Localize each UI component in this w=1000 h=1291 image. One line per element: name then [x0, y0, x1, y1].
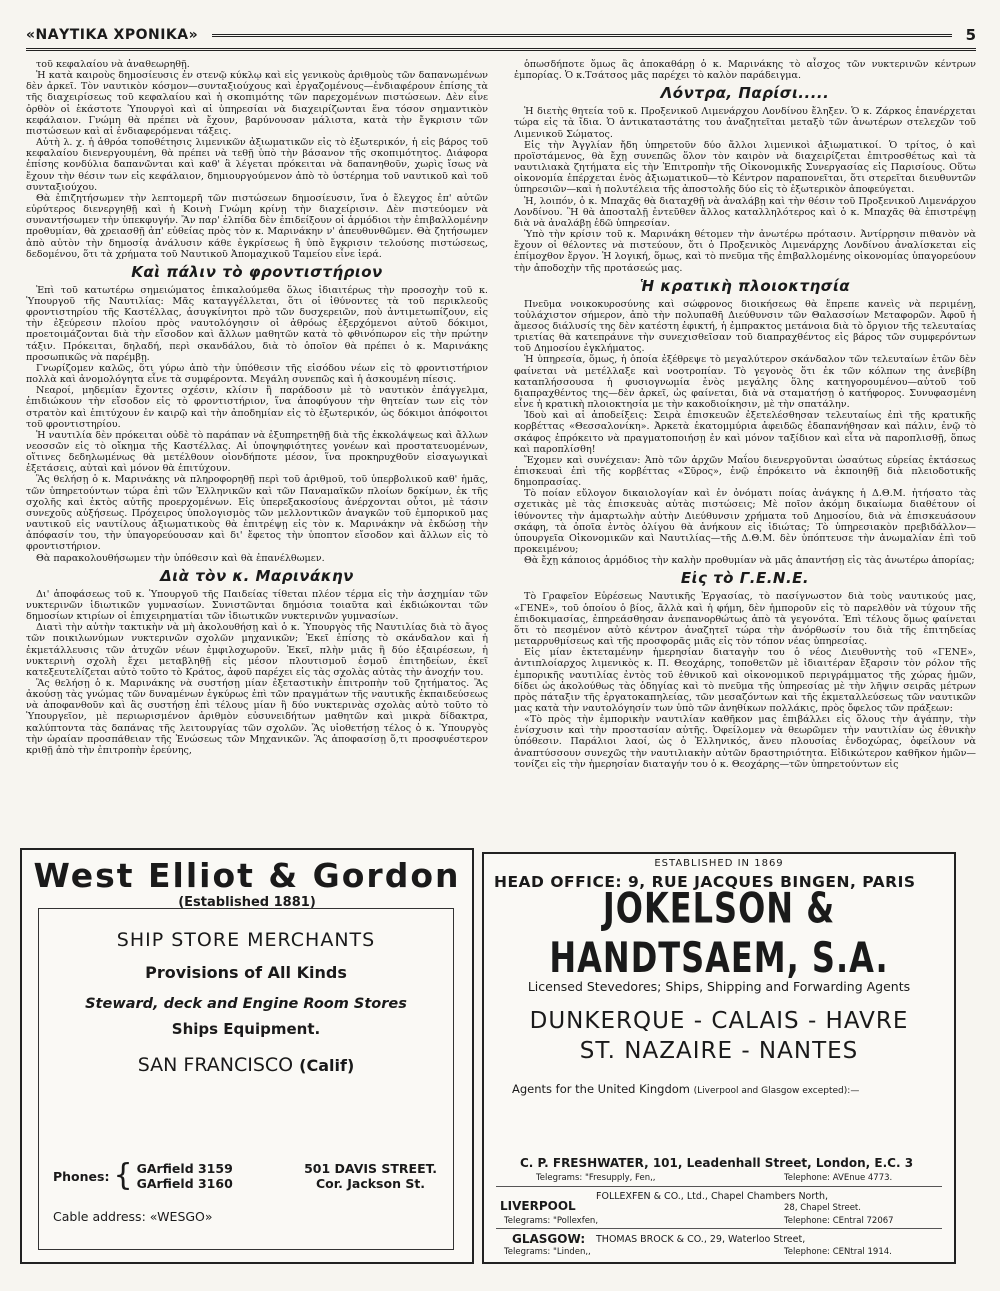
ad-licensed: Licensed Stevedores; Ships, Shipping and Forwarding Agents: [527, 979, 911, 994]
section-heading: Ἡ κρατικὴ πλοιοκτησία: [639, 276, 851, 295]
ad-phones-label: Phones:: [53, 1168, 110, 1184]
ad-address: [304, 1161, 437, 1191]
article-paragraph: «Τὸ πρὸς τὴν ἐμπορικὴν ναυτιλίαν καθῆκον μας ἐπιβάλλει εἰς ὅλους τὴν ἀγάπην, τὴν ἐνίσχυσιν καὶ τὴν προστασίαν αὐτῆς. Ὀφείλομεν νὰ θεωρῶμεν τὴν ναυτιλίαν ὡς ἐθνικὴν ὑπόθεσιν. Παράλιοι λαοί, ὡς ὁ Ἑλληνικός, ἄνευ πλουσίας ἐνδοχώρας, ὀφείλουν νὰ ἀναπτύσσουν συνεχῶς τὴν ναυτιλιακὴν αὐτῶν δραστηριότητα. Εἰδικώτερον καθῆκον ἡμῶν—τονίζει εἰς τὴν ἡμερησίαν διαταγήν του ὁ κ. Θεοχάρης—τῶν ὑπηρετούντων εἰς: [514, 714, 976, 770]
section-heading: Διὰ τὸν κ. Μαρινάκην: [160, 566, 354, 585]
ad-cable: Cable address: «WESGO»: [53, 1209, 213, 1224]
article-paragraph: Ἡ ναυτιλία δὲν πρόκειται οὐδὲ τὸ παράπαν νὰ ἐξυπηρετηθῇ διὰ τῆς ἐκκολάψεως καὶ ἄλλων νεοσσῶν εἰς τὸ οἴκημα τῆς Καστέλλας. Αἱ ὑποψηφιότητες γονέων καὶ προστατευομένων, οἵτινες δεδηλωμένως θὰ μετέλθουν οἱονδήποτε μέσον, ἵνα προκηρυχθοῦν εἰσαγωγικαὶ ἐξετάσεις, αὐταὶ καὶ μόνον θὰ ἐπιτύχουν.: [26, 429, 488, 475]
article-paragraph: Ἰδοὺ καὶ αἱ ἀποδείξεις: Σειρὰ ἐπισκευῶν ἐξετελέσθησαν τελευταίως ἐπὶ τῆς κρατικῆς κορβέττας «Θεσσαλονίκη». Ἀρκετὰ ἑκατομμύρια ἀφειδῶς ἐδαπανήθησαν καὶ πάλιν, ἐνῷ τὸ σκάφος ἐπρόκειτο νὰ πραγματοποιήσῃ ἐν καὶ μόνον ταξίδιον καὶ εἶτα νὰ παροπλισθῇ, ὅπως καὶ παροπλίσθη!: [514, 410, 976, 455]
ad-divider: [496, 1186, 942, 1187]
section-heading: Καὶ πάλιν τὸ φροντιστήριον: [131, 262, 383, 281]
article-paragraph: Ἡ, λοιπόν, ὁ κ. Μπαχᾶς θὰ διαταχθῇ νὰ ἀναλάβῃ καὶ τὴν θέσιν τοῦ Προξενικοῦ Λιμενάρχου Λονδίνου. Ἢ θὰ ἀποσταλῇ ἐντεῦθεν ἄλλος καταλληλότερος καὶ ὁ κ. Μπαχᾶς θὰ ἐπιστρέψῃ διὰ νὰ ἀναλάβῃ ἐδῶ ὑπηρεσίαν.: [514, 195, 976, 229]
article-paragraph: Θὰ παρακολουθήσωμεν τὴν ὑπόθεσιν καὶ θὰ ἐπανέλθωμεν.: [36, 552, 325, 564]
ad-liverpool-agent: FOLLEXFEN & CO., Ltd., Chapel Chambers North,: [596, 1191, 829, 1202]
ad-glasgow-label: GLASGOW:: [512, 1232, 586, 1246]
ad-state: (Calif): [299, 1056, 355, 1075]
ad-london-agent: C. P. FRESHWATER, 101, Leadenhall Street, London, E.C. 3: [520, 1156, 914, 1170]
article-paragraph: Εἰς μίαν ἐκτεταμένην ἡμερησίαν διαταγὴν του ὁ νέος Διευθυντὴς τοῦ «ΓΕΝΕ», ἀντιπλοίαρχος λιμενικὸς κ. Π. Θεοχάρης, τοποθετῶν μὲ ἰδιαιτέραν ἔξαρσιν τὸν ρόλον τῆς ἐμπορικῆς ναυτιλίας ἐντὸς τοῦ ἐθνικοῦ καὶ οἰκονομικοῦ περιγράμματος τῆς χώρας ἡμῶν, δίδει ὡς ἀκολούθως τὰς ὁδηγίας καὶ τὸ πνεῦμα τῆς ὑπηρεσίας μὲ τὴν λῆψιν σειρᾶς μέτρων πρὸς πάταξιν τῆς ἐργατοκαπηλείας, τῶν μεσαζόντων καὶ τῆς ἐκμεταλλεύσεως τῶν ναυτικῶν μας κατὰ τὴν ναυτολόγησίν των ὑπὸ τῶν ἀνηθίκων πολλάκις, πρὸς ὄφελος τῶν πράξεων:: [514, 647, 976, 714]
article-paragraph: Ἂς θελήσῃ ὁ κ. Μαρινάκης νὰ συστήσῃ μίαν ἐξεταστικὴν ἐπιτροπὴν τοῦ ζητήματος. Ἂς ἀκούσῃ τὰς γνώμας τῶν δυναμένων ἐγκύρως ἐπὶ τῶν πραγμάτων τῆς ναυτικῆς ἐκπαιδεύσεως νὰ ἀποφανθοῦν καὶ ἂς συστήσῃ ἐπὶ τέλους μίαν ἢ δύο νυκτερινὰς σχολὰς αὐτὸ τοῦτο τὸ Ὑπουργεῖον, μὲ περιωρισμένον ἀριθμὸν εὐσυνειδήτων μαθητῶν καὶ μικρὰ δίδακτρα, καλύπτοντα τὰς δαπάνας τῆς λειτουργίας τῶν σχολῶν. Ἂς υἱοθετήσῃ τέλος ὁ κ. Ὑπουργὸς τὴν ὡραίαν προσπάθειαν τῆς Ἑνώσεως τῶν Μηχανικῶν. Ἂς ἀποφασίσῃ ὅ,τι προσφυέστερον κριθῇ ἀπὸ τὴν ἐπιτροπὴν ἐρεύνης,: [26, 677, 488, 756]
masthead: [26, 22, 976, 51]
article-paragraph: Ἡ κατὰ καιροὺς δημοσίευσις ἐν στενῷ κύκλῳ καὶ εἰς γενικοὺς ἀριθμοὺς τῶν δαπανωμένων δὲν ἀρκεῖ. Τὸν ναυτικὸν κόσμον—συνταξιούχους καὶ ἐργαζομένους—ἐνδιαφέρουν ἐπίσης τὰ τῆς διαχειρίσεως τοῦ κεφαλαίου καὶ ἡ σκοπιμότης τῶν παρεχομένων πιστώσεων. Δὲν εἶνε ὀρθὸν οἱ ἑκάστοτε Ὑπουργοὶ καὶ αἱ ὑπηρεσίαι νὰ διαχειρίζωνται ἕνα τόσον σημαντικὸν κεφάλαιον. Γνώμη θὰ πρέπει νὰ ἔχουν, βαρύνουσαν μάλιστα, κατὰ τὴν ἔγκρισιν τῶν πιστώσεων καὶ αἱ ἐνδιαφερόμεναι τάξεις.: [26, 70, 488, 137]
ad-city: [39, 1054, 453, 1076]
jokelson-handtsaem-ad: [482, 852, 956, 1264]
ad-london-telegrams: Telegrams: "Fresupply, Fen,,: [536, 1173, 656, 1183]
ad-ports-line-2: ST. NAZAIRE - NANTES: [579, 1038, 859, 1064]
ad-head-office: HEAD OFFICE: 9, RUE JACQUES BINGEN, PARIS: [494, 873, 916, 891]
article-columns: [26, 59, 976, 770]
ad-phone-2: GArfield 3160: [136, 1176, 233, 1191]
ad-street: 501 DAVIS STREET.: [304, 1161, 437, 1176]
ad-phone-list: [137, 1161, 233, 1191]
ad-stores: Steward, deck and Engine Room Stores: [85, 996, 407, 1012]
ad-merchants: SHIP STORE MERCHANTS: [116, 929, 376, 951]
brace-icon: {: [113, 1158, 133, 1193]
article-paragraph: Θὰ ἔχῃ κάποιος ἁρμόδιος τὴν καλὴν προθυμίαν νὰ μᾶς ἀπαντήσῃ εἰς τὰς ἀνωτέρω ἀπορίας;: [524, 555, 975, 567]
ad-glasgow-agent: THOMAS BROCK & CO., 29, Waterloo Street,: [596, 1234, 806, 1245]
ad-agents-label: Agents for the United Kingdom: [512, 1082, 690, 1096]
ad-equipment: Ships Equipment.: [171, 1020, 321, 1038]
ad-liverpool-telephone: Telephone: CEntral 72067: [784, 1216, 894, 1226]
ad-london-telephone: Telephone: AVEnue 4773.: [784, 1173, 893, 1183]
newspaper-page: [26, 22, 976, 770]
ad-company-name: West Elliot & Gordon: [33, 856, 461, 895]
ad-agents-note: (Liverpool and Glasgow excepted):—: [693, 1086, 860, 1096]
right-column: [514, 59, 976, 770]
ad-inner-box: [38, 908, 454, 1250]
article-paragraph: Τὸ Γραφεῖον Εὑρέσεως Ναυτικῆς Ἐργασίας, τὸ πασίγνωστον διὰ τοὺς ναυτικούς μας, «ΓΕΝΕ», τοῦ ὁποίου ὁ βίος, ἄλλὰ καὶ ἡ φήμη, δὲν ἡμποροῦν εἰς τὸ παρελθὸν νὰ τύχουν τῆς ἐπιδοκιμασίας, ἐπηρεάσθησαν ἀνεπανορθώτως ἀπὸ τὰ γεγονότα. Ἐπὶ τέλους ὅμως φαίνεται ὅτι τὸ πεσμένον αὐτὸ κέντρον ἀναζητεῖ τώρα τὴν ἀνόρθωσίν του διὰ τῆς ἐπιτηδείας μεταρρυθμίσεως καὶ τῆς προσφορᾶς μιᾶς εἰς τὸν τόπον νέας ὑπηρεσίας.: [514, 591, 976, 648]
ad-agents-heading: [512, 1082, 954, 1096]
article-paragraph: τοῦ κεφαλαίου νὰ ἀναθεωρηθῇ.: [36, 59, 190, 70]
article-paragraph: Δι' ἀποφάσεως τοῦ κ. Ὑπουργοῦ τῆς Παιδείας τίθεται πλέον τέρμα εἰς τὴν ἀσχημίαν τῶν νυκτερινῶν ἰδιωτικῶν γυμνασίων. Συνιστῶνται δημόσια τοιαῦτα καὶ ἐκδιώκονται τῶν δημοσίων κτιρίων οἱ ἐπιχειρηματίαι τῶν ἰδιωτικῶν νυκτερινῶν γυμνασίων.: [26, 588, 488, 623]
article-paragraph: Ἐπὶ τοῦ κατωτέρω σημειώματος ἐπικαλούμεθα ὅλως ἰδιαιτέρως τὴν προσοχὴν τοῦ κ. Ὑπουργοῦ τῆς Ναυτιλίας: Μᾶς καταγγέλλεται, ὅτι οἱ ἰθύνοντες τὰ τοῦ περικλεοῦς φροντιστηρίου τῆς Καστέλλας, ἀσυγκίνητοι πρὸ τῶν δυσχερειῶν, ποὺ ἀντιμετωπίζουν, εἰς τὴν ἐξεύρεσιν πλοίου πρὸς ναυτολόγησιν οἱ ἀθρόως ἐξερχόμενοι αὐτοῦ δόκιμοι, προετοιμάζονται διὰ τὴν εἴσοδον καὶ ἄλλων μαθητῶν κατὰ τὸ φθινόπωρον εἰς τὴν πρώτην τάξιν. Πρόκειται, δηλαδή, περὶ σκανδάλου, διὰ τὸ ὁποῖον θὰ πρέπει ὁ κ. Μαρινάκης προσωπικῶς νὰ παρέμβῃ.: [26, 284, 488, 363]
article-paragraph: Ὑπὸ τὴν κρίσιν τοῦ κ. Μαρινάκη θέτομεν τὴν ἀνωτέρω πρότασιν. Ἀντίρρησιν πιθανὸν νὰ ἔχουν οἱ θέλοντες νὰ πιστεύουν, ὅτι ὁ Προξενικὸς Λιμενάρχης Λονδίνου ἀναλίσκεται εἰς ἐπίμοχθον ἔργον. Ἡ λογική, ὅμως, καὶ τὸ πνεῦμα τῆς ἐπιβαλλομένης οἰκονομίας ὑπαγορεύουν τὴν ἀποδοχὴν τῆς προτάσεώς μας.: [514, 229, 976, 274]
article-paragraph: Αὐτὴ λ. χ. ἡ ἀθρόα τοποθέτησις λιμενικῶν ἀξιωματικῶν εἰς τὸ ἐξωτερικόν, ἡ εἰς βάρος τοῦ κεφαλαίου διενεργουμένη, θὰ πρέπει νὰ τεθῇ ὑπὸ τὴν βάσανον τῆς σκοπιμότητος. Διάφορα ἐπίσης κονδύλια δαπανῶνται καὶ καθ' ἃ λέγεται πρόκειται νὰ δαπανηθοῦν, χωρὶς ἴσως νὰ ἔχουν τὴν θέσιν των εἰς κεφάλαιον, δημιουργούμενον ἀπὸ τὸ ὑστέρημα τοῦ ναυτικοῦ καὶ τοῦ συνταξιούχου.: [26, 137, 488, 193]
ad-glasgow-telegrams: Telegrams: "Linden,,: [504, 1247, 591, 1257]
article-paragraph: Πνεῦμα νοικοκυροσύνης καὶ σώφρονος διοικήσεως θὰ ἔπρεπε κανεὶς νὰ περιμένῃ, τοὐλάχιστον σήμερον, ἀπὸ τὴν πολυπαθῆ Διεύθυνσιν τῶν Θαλασσίων Μεταφορῶν. Ἀφοῦ ἡ ἄμεσος διάλυσίς της δὲν κατέστη ἐφικτή, ἡ ἐμπρακτος μετάνοια διὰ τὸ ὄργιον τῆς τελευταίας τριετίας θὰ κατεπράυνε τὴν συνεχισθεῖσαν τοῦ διαπραχθέντος εἰς βάρος τῶν συμφερόντων τοῦ Δημοσίου ἐγκλήματος.: [514, 298, 976, 355]
left-column: [26, 59, 488, 770]
ad-city-name: SAN FRANCISCO: [137, 1054, 294, 1076]
ad-liverpool-telegrams: Telegrams: "Pollexfen,: [504, 1216, 599, 1226]
ad-ports-line-1: DUNKERQUE - CALAIS - HAVRE: [529, 1008, 909, 1034]
article-paragraph: Νεαροί, μηδεμίαν ἔχοντες σχέσιν, κλίσιν ἢ παράδοσιν μὲ τὸ ναυτικὸν ἐπάγγελμα, ἐπιδιώκουν τὴν εἴσοδον εἰς τὸ φροντιστήριον, ἵνα ἀποφύγουν τὴν θητείαν των εἰς τὸν στρατὸν καὶ ἐπιτύχουν ἐν καιρῷ καὶ τὴν ἀποδημίαν εἰς τὸ ἐξωτερικόν, ὡς δόκιμοι ἀπόφοιτοι τοῦ φροντιστηρίου.: [26, 385, 488, 430]
ad-phone-1: GArfield 3159: [136, 1161, 233, 1176]
newspaper-title: «ΝΑΥΤΙΚΑ ΧΡΟΝΙΚΑ»: [26, 27, 199, 43]
ad-phones: [53, 1158, 233, 1193]
section-heading: Λόντρα, Παρίσι.....: [660, 84, 830, 103]
ad-established: (Established 1881): [178, 895, 316, 910]
article-paragraph: Ἔχομεν καὶ συνέχειαν: Ἀπὸ τῶν ἀρχῶν Μαΐου διενεργοῦνται ὡσαύτως εὐρείας ἐκτάσεως ἐπισκευαὶ ἐπὶ τῆς κορβέττας «Σῦρος», ἐνῷ ἐπρόκειτο νὰ ἐκποιηθῇ διὰ πλειοδοτικῆς δημοπρασίας.: [514, 454, 976, 489]
ad-glasgow-telephone: Telephone: CENtral 1914.: [784, 1247, 892, 1257]
article-paragraph: Ἡ διετὴς θητεία τοῦ κ. Προξενικοῦ Λιμενάρχου Λονδίνου ἔληξεν. Ὁ κ. Ζάρκος ἐπανέρχεται τώρα εἰς τὰ ἴδια. Ὁ ἀντικαταστάτης του ἀναζητεῖται μεταξὺ τῶν ἀνωτέρων στελεχῶν τοῦ Λιμενικοῦ Σώματος.: [514, 106, 976, 140]
ad-liverpool-address: 28, Chapel Street.: [784, 1203, 861, 1213]
masthead-rule: [212, 34, 951, 37]
article-paragraph: Τὸ ποίαν εὔλογον δικαιολογίαν καὶ ἐν ὀνόματι ποίας ἀνάγκης ἡ Δ.Θ.Μ. ἠτήσατο τὰς σχετικὰς μὲ τὰς ἐπισκευὰς αὐτὰς πιστώσεις; Μὲ ποῖον ἀκόμη δικαίωμα διαθέτουν οἱ ἰθύνοντες τὴν ἀμαρτωλὴν αὐτὴν Διεύθυνσιν χρήματα τοῦ Δημοσίου, διὰ νὰ ἐπισκευάσουν σκάφη, τὰ ὁποῖα ἐντὸς ὀλίγου θὰ ἀνήκουν εἰς ἰδιώτας; Τὸ ὑπηρεσιακὸν πρεβιδάλλον—ὑπουργεῖα Οἰκονομικῶν καὶ Ναυτιλίας—τῆς Δ.Θ.Μ. δὲν ὑπόπτευσε τὴν ἀνωμαλίαν ἐπὶ τοῦ προκειμένου;: [514, 488, 976, 556]
page-number: 5: [965, 26, 976, 44]
article-paragraph: Ἂς θελήσῃ ὁ κ. Μαρινάκης νὰ πληροφορηθῇ περὶ τοῦ ἀριθμοῦ, τοῦ ὑπερβολικοῦ καθ' ἡμᾶς, τῶν ὑπηρετούντων τώρα ἐπὶ τῶν Ἑλληνικῶν καὶ τῶν Παναμαϊκῶν πλοίων δοκίμων, ἐκ τῆς σχολῆς καὶ ἐκτὸς αὐτῆς προερχομένων. Εἰς ὑπερεξακοσίους ἀνέρχονται οὗτοι, μὲ τάσιν συνεχοῦς αὐξήσεως. Πρόχειρος ὑπολογισμὸς τῶν μελλοντικῶν ἀναγκῶν τοῦ ἐμπορικοῦ μας ναυτικοῦ εἰς ναυτίλους ἀξιωματικοὺς θὰ ἐπιτρέψῃ εἰς τὸν κ. Μαρινάκην νὰ ἐκδώσῃ τὴν ἀπόφασίν του, τὴν ὑπαγορεύουσαν καὶ δι' ἔφετος τὴν ὑποπτον εἴσοδον καὶ ἄλλων εἰς τὸ φροντιστήριον.: [26, 474, 488, 553]
article-paragraph: Ἡ ὑπηρεσία, ὅμως, ἡ ὁποία ἐξέθρεψε τὸ μεγαλύτερον σκάνδαλον τῶν τελευταίων ἐτῶν δὲν φαίνεται νὰ μετέλλαξε καὶ νοοτροπίαν. Τὸ γεγονὸς ὅτι ἐκ τῶν κόλπων της ἀνεβίβη καταπλήσσουσα ἡ φυσιογνωμία ἑνὸς μεγάλης ὅλης κατηγορουμένου—αὐτοῦ τοῦ διαπραχθέντος της—δὲν ἀρκεῖ, ὡς φαίνεται, διὰ νὰ σταματήσῃ ὁ κατήφορος. Συνυφασμένη εἶνε ἡ κρατικὴ πλοιοκτησία με τὴν κακοδιοίκησιν, μὲ τὴν σπατάλην.: [514, 354, 976, 411]
article-paragraph: Γνωρίζομεν καλῶς, ὅτι γύρω ἀπὸ τὴν ὑπόθεσιν τῆς εἰσόδου νέων εἰς τὸ φροντιστήριον πολλὰ καὶ ἀνομολόγητα εἶνε τὰ συμφέροντα. Μεγάλη συνεπῶς καὶ ἡ ἀσκουμένη πίεσις.: [26, 362, 488, 386]
ad-divider: [496, 1228, 942, 1229]
ad-corner: Cor. Jackson St.: [316, 1176, 426, 1191]
article-paragraph: ὁπωσδήποτε ὅμως ἂς ἀποκαθάρῃ ὁ κ. Μαρινάκης τὸ αἶσχος τῶν νυκτερινῶν κέντρων ἐμπορίας. Ὁ κ.Τσάτσος μᾶς παρέχει τὸ καλὸν παράδειγμα.: [514, 59, 976, 82]
ad-established: ESTABLISHED IN 1869: [654, 858, 784, 869]
ad-provisions: Provisions of All Kinds: [145, 963, 347, 982]
west-elliot-gordon-ad: [20, 848, 474, 1264]
article-paragraph: Εἰς τὴν Ἀγγλίαν ἤδη ὑπηρετοῦν δύο ἄλλοι λιμενικοὶ ἀξιωματικοί. Ὁ τρίτος, ὁ καὶ προϊστάμενος, θὰ ἔχῃ συνεπῶς ὅλον τὸν καιρὸν νὰ διαχειρίζεται ἐπιτροσθέτως καὶ τὰ ναυτιλιακὰ ζητήματα εἰς τὴν Ἐπιτροπὴν τῆς Οἰκονομικῆς Συνεργασίας εἰς Παρισίους. Οὕτω οἰκονομία ἐπέρχεται ἑνὸς ἀξιωματικοῦ—τὸ Κέντρον παραπονεῖται, ὅτι στερεῖται διευθυντῶν ὑπηρεσιῶν—καὶ ἡ πολυτέλεια τῆς ἀποστολῆς δύο εἰς τὸ ἐξωτερικὸν ἀποφεύγεται.: [514, 139, 976, 196]
section-heading: Εἰς τὸ Γ.Ε.Ν.Ε.: [680, 569, 810, 588]
article-paragraph: Θὰ ἐπιζητήσωμεν τὴν λεπτομερῆ τῶν πιστώσεων δημοσίευσιν, ἵνα ὁ ἔλεγχος ἐπ' αὐτῶν εὐρύτερος διενεργηθῇ καὶ ἡ Κοινὴ Γνώμη κρίνῃ τὴν διαχείρισιν. Δὲν πιστεύομεν νὰ συναντήσωμεν τὴν ὑπεκφυγήν. Ἂν παρ' ἐλπίδα δὲν ἐπιδείξουν οἱ ἁρμόδιοι τὴν ἐπιβαλλομένην προθυμίαν, θὰ χρειασθῇ ἀπ' εὐθείας πρὸς τὸν κ. Μαρινάκην ν' ἀπευθυνθῶμεν. Θὰ ζητήσωμεν ἀπὸ αὐτὸν τὴν δημοσίᾳ ἀνάλυσιν κάθε ἐγκρίσεως ἢ ὑπὸ ἔγκρισιν τελούσης πιστώσεως, δεδομένου, ὅτι τὰ χρήματα τοῦ Ναυτικοῦ Ἀπομαχικοῦ Ταμείου εἶνε ἱερά.: [26, 192, 488, 260]
ad-company-name: JOKELSON & HANDTSAEM, S.A.: [549, 883, 889, 983]
article-paragraph: Διατὶ τὴν αὐτὴν τακτικὴν νὰ μὴ ἀκολουθήσῃ καὶ ὁ κ. Ὑπουργὸς τῆς Ναυτιλίας διὰ τὸ ἄγος τῶν ποικιλωνύμων νυκτερινῶν σχολῶν μηχανικῶν; Ἐκεῖ ἐπίσης τὸ σκάνδαλον καὶ ἡ ἐκμετάλλευσις τῶν ἀτυχῶν νέων ἐμφιλοχωροῦν. Ἐκεῖ, πλὴν μιᾶς ἢ δύο ἐξαιρέσεων, ἡ νυκτερινὴ σχολὴ ἔχει μεταβληθῇ εἰς μέσον πλουτισμοῦ ἐσμοῦ ἐπιτηδείων, ἐκεῖ κατεξευτελίζεται αὐτὸ τοῦτο τὸ Κράτος, ἀφοῦ παρέχει εἰς τὰς σχολὰς αὐτὰς τὴν ἀνοχήν του.: [26, 622, 488, 678]
ad-liverpool-label: LIVERPOOL: [500, 1199, 576, 1213]
